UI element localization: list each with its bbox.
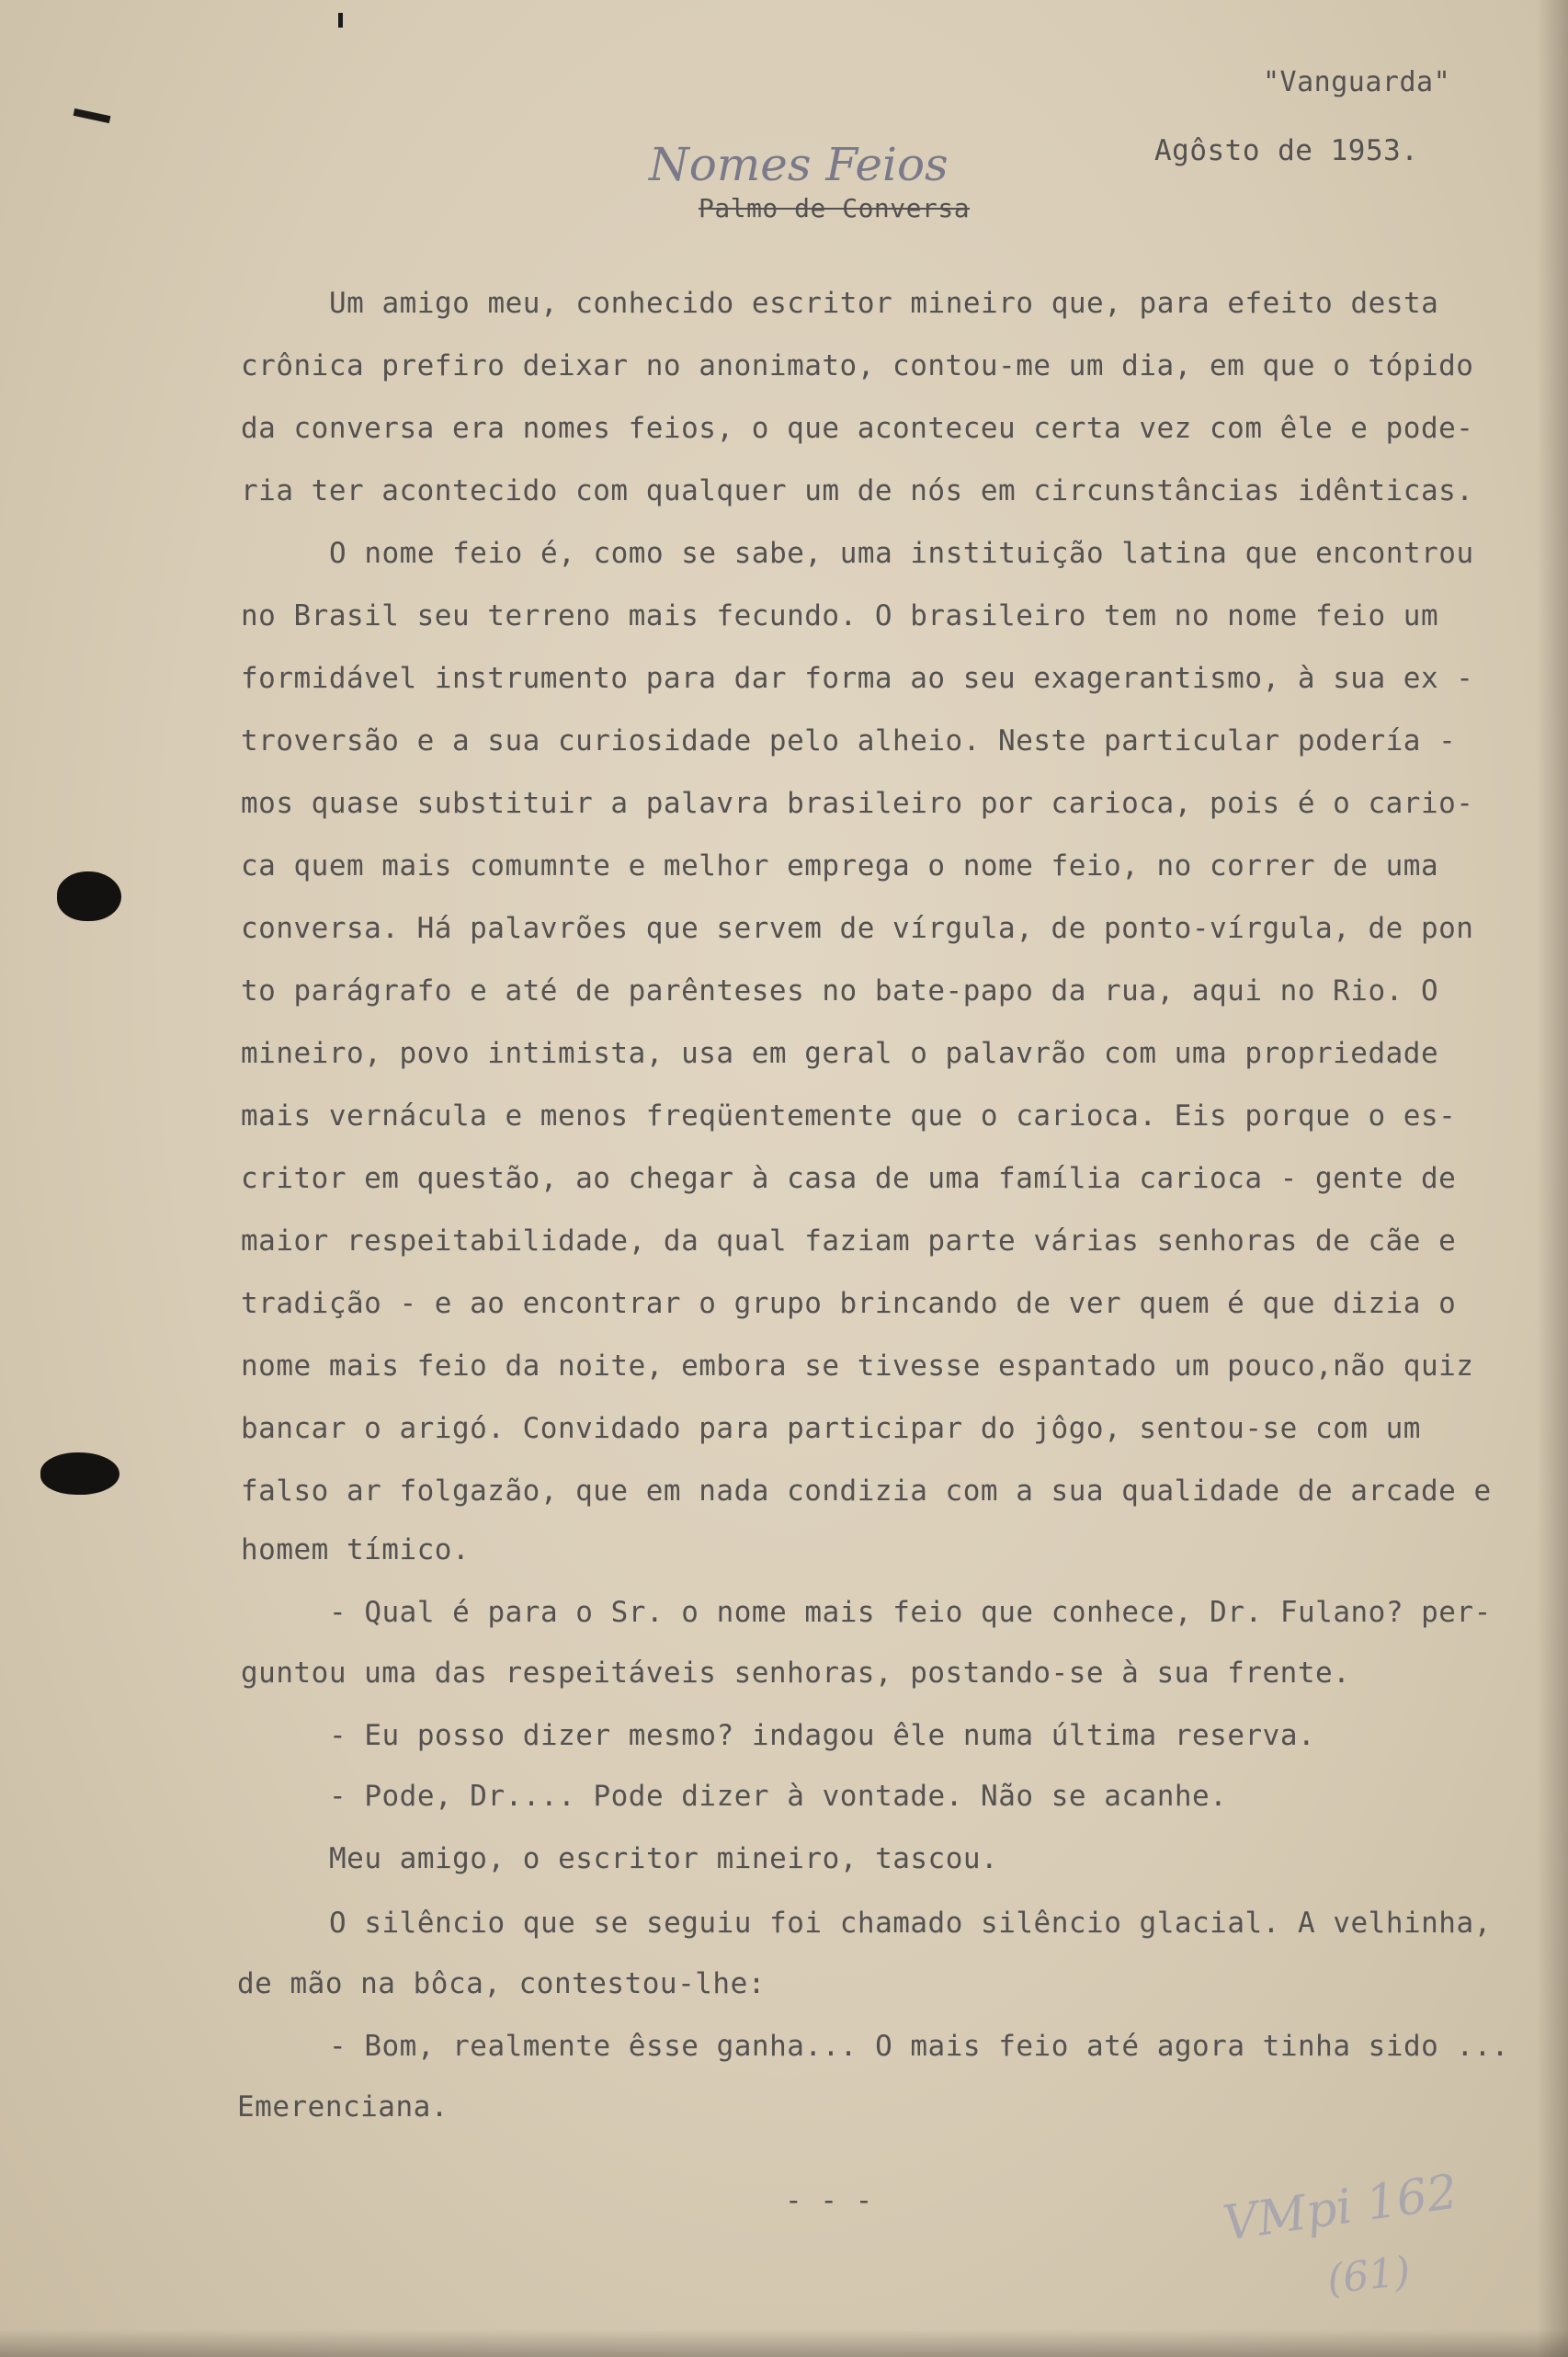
archive-subcode: (61)	[1324, 2248, 1413, 2304]
text-line: guntou uma das respeitáveis senhoras, postando-se à sua frente.	[241, 1657, 1351, 1690]
top-ink-mark	[338, 13, 343, 28]
text-line: nome mais feio da noite, embora se tivesse espantado um pouco,não quiz	[241, 1349, 1474, 1383]
publication-name: "Vanguarda"	[1263, 66, 1451, 98]
text-line: troversão e a sua curiosidade pelo alheio. Neste particular podería -	[241, 724, 1457, 757]
archive-code: VMpi 162	[1220, 2164, 1461, 2252]
text-line: maior respeitabilidade, da qual faziam parte várias senhoras de cãe e	[241, 1224, 1457, 1258]
text-line: da conversa era nomes feios, o que aconteceu certa vez com êle e pode-	[241, 412, 1474, 445]
page-bottom-shadow	[0, 2329, 1568, 2357]
text-line: mineiro, povo intimista, usa em geral o palavrão com uma propriedade	[241, 1037, 1439, 1070]
struck-original-title: Palmo de Conversa	[699, 193, 971, 223]
text-line: de mão na bôca, contestou-lhe:	[237, 1967, 766, 2000]
text-line: O nome feio é, como se sabe, uma instituição latina que encontrou	[329, 537, 1474, 570]
text-line: mos quase substituir a palavra brasileiro por carioca, pois é o cario-	[241, 787, 1474, 820]
text-line: critor em questão, ao chegar à casa de uma família carioca - gente de	[241, 1162, 1457, 1195]
text-line: Emerenciana.	[237, 2090, 449, 2124]
punch-hole-lower	[40, 1452, 119, 1495]
text-line: formidável instrumento para dar forma ao seu exagerantismo, à sua ex -	[241, 662, 1474, 695]
text-line: homem tímico.	[241, 1533, 471, 1566]
text-line: conversa. Há palavrões que servem de vírgula, de ponto-vírgula, de pon	[241, 912, 1474, 945]
text-line: - Eu posso dizer mesmo? indagou êle numa última reserva.	[329, 1719, 1316, 1752]
text-line: ca quem mais comumnte e melhor emprega o nome feio, no correr de uma	[241, 849, 1439, 882]
text-line: - Qual é para o Sr. o nome mais feio que conhece, Dr. Fulano? per-	[329, 1596, 1492, 1629]
text-line: - Bom, realmente êsse ganha... O mais feio até agora tinha sido ...	[329, 2030, 1509, 2063]
text-line: O silêncio que se seguiu foi chamado silêncio glacial. A velhinha,	[329, 1907, 1492, 1940]
text-line: ria ter acontecido com qualquer um de nós em circunstâncias idênticas.	[241, 474, 1474, 507]
text-line: - Pode, Dr.... Pode dizer à vontade. Não se acanhe.	[329, 1780, 1228, 1813]
page-edge-shadow	[1537, 0, 1568, 2357]
closing-dashes: - - -	[785, 2184, 873, 2217]
text-line: no Brasil seu terreno mais fecundo. O brasileiro tem no nome feio um	[241, 599, 1439, 632]
corner-mark	[74, 108, 111, 123]
text-line: bancar o arigó. Convidado para participar do jôgo, sentou-se com um	[241, 1412, 1421, 1445]
handwritten-title: Nomes Feios	[649, 138, 949, 191]
text-line: Um amigo meu, conhecido escritor mineiro que, para efeito desta	[329, 287, 1439, 320]
text-line: tradição - e ao encontrar o grupo brincando de ver quem é que dizia o	[241, 1287, 1457, 1320]
text-line: mais vernácula e menos freqüentemente que o carioca. Eis porque o es-	[241, 1099, 1457, 1133]
document-date: Agôsto de 1953.	[1154, 134, 1419, 167]
punch-hole-upper	[57, 871, 121, 921]
text-line: crônica prefiro deixar no anonimato, contou-me um dia, em que o tópido	[241, 349, 1474, 382]
text-line: to parágrafo e até de parênteses no bate-papo da rua, aqui no Rio. O	[241, 974, 1439, 1008]
text-line: Meu amigo, o escritor mineiro, tascou.	[329, 1842, 999, 1875]
text-line: falso ar folgazão, que em nada condizia com a sua qualidade de arcade e	[241, 1475, 1492, 1508]
